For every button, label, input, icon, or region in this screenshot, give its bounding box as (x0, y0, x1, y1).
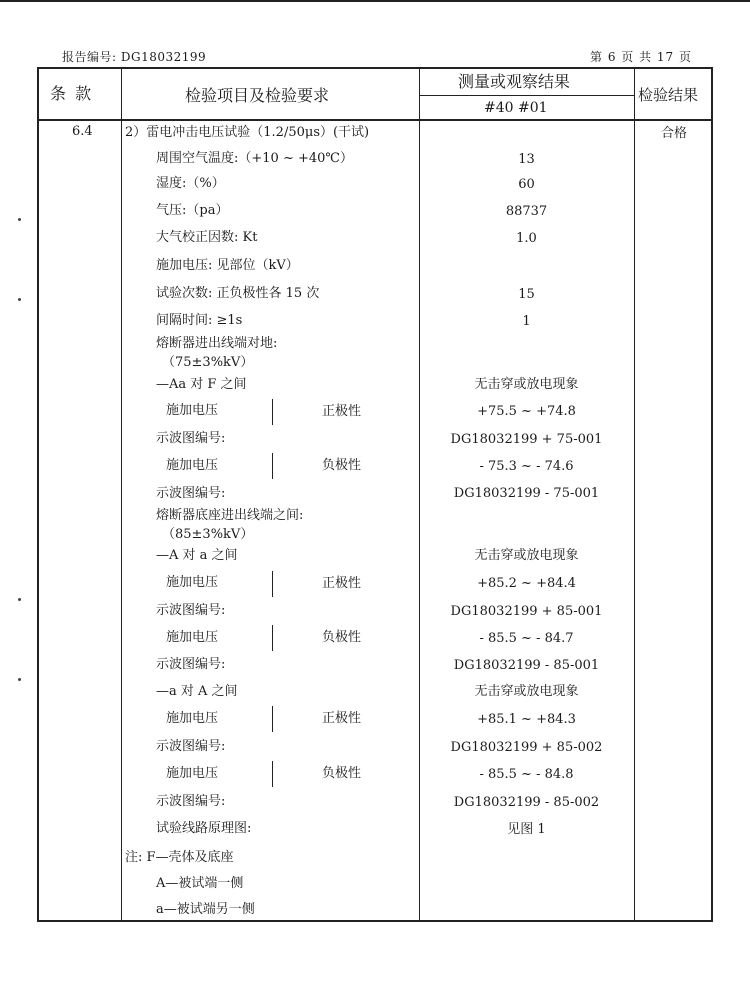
table-right-border (711, 67, 713, 922)
row-item: 施加电压 (166, 575, 219, 590)
clause-number: 6.4 (72, 124, 93, 139)
row-item: 示波图编号: (156, 486, 226, 501)
measurement-value: DG18032199 - 85-001 (453, 658, 600, 673)
page-top-border (0, 0, 750, 2)
measurement-value: - 75.3 ~ - 74.6 (479, 459, 574, 474)
row-item: 大气校正因数: Kt (156, 230, 258, 245)
row-item: （85±3%kV） (162, 527, 254, 542)
row-item: 施加电压 (166, 711, 219, 726)
measurement-value: - 85.5 ~ - 84.8 (479, 767, 574, 782)
row-item: 周围空气温度:（+10 ~ +40℃） (156, 151, 353, 166)
measurement-value: DG18032199 + 75-001 (450, 432, 603, 447)
row-item: —A 对 a 之间 (156, 548, 238, 563)
measurement-value: 60 (518, 177, 535, 192)
row-item: 示波图编号: (156, 794, 226, 809)
polarity-separator (272, 571, 273, 597)
row-item: 施加电压 (166, 403, 219, 418)
measurement-value: 1 (522, 314, 531, 329)
measurement-value: 1.0 (516, 231, 537, 246)
row-item: 示波图编号: (156, 603, 226, 618)
polarity-separator (272, 706, 273, 732)
row-item: 示波图编号: (156, 657, 226, 672)
polarity-separator (272, 399, 273, 425)
column-divider-1 (121, 67, 122, 922)
measurement-value: - 85.5 ~ - 84.7 (479, 631, 574, 646)
row-item: 试验次数: 正负极性各 15 次 (156, 286, 320, 301)
header-sub-divider (420, 95, 634, 96)
row-item: 试验线路原理图: (156, 821, 252, 836)
report-number: 报告编号: DG18032199 (62, 50, 207, 64)
polarity-label: 正极性 (322, 711, 362, 726)
row-item: 施加电压 (166, 458, 219, 473)
measurement-value: DG18032199 + 85-001 (450, 604, 603, 619)
row-item: 湿度:（%） (156, 176, 225, 191)
row-item: 2）雷电冲击电压试验（1.2/50μs）(干试) (125, 125, 370, 140)
row-item: —a 对 A 之间 (156, 684, 238, 699)
row-item: a—被试端另一侧 (156, 902, 255, 917)
header-clause: 条 款 (50, 84, 94, 103)
page-info: 第 6 页 共 17 页 (590, 50, 692, 64)
row-item: 施加电压 (166, 630, 219, 645)
polarity-label: 正极性 (322, 576, 362, 591)
column-divider-3 (634, 67, 635, 922)
binding-mark (18, 678, 21, 681)
polarity-label: 负极性 (322, 766, 362, 781)
header-measurement: 测量或观察结果 (458, 72, 571, 91)
row-item: —Aa 对 F 之间 (156, 377, 247, 392)
measurement-value: 无击穿或放电现象 (474, 548, 579, 563)
overall-result: 合格 (661, 126, 688, 141)
row-item: 注: F—壳体及底座 (125, 850, 234, 865)
row-item: 示波图编号: (156, 739, 226, 754)
measurement-value: DG18032199 - 85-002 (453, 795, 600, 810)
measurement-value: 无击穿或放电现象 (474, 684, 579, 699)
measurement-value: 88737 (505, 204, 548, 219)
header-sample: #40 #01 (484, 100, 548, 116)
binding-mark (18, 598, 21, 601)
polarity-separator (272, 761, 273, 787)
polarity-separator (272, 453, 273, 479)
row-item: 熔断器进出线端对地: (156, 336, 278, 351)
row-item: 熔断器底座进出线端之间: (156, 508, 304, 523)
row-item: 气压:（pa） (156, 203, 229, 218)
measurement-value: DG18032199 + 85-002 (450, 740, 603, 755)
polarity-label: 正极性 (322, 404, 362, 419)
polarity-separator (272, 625, 273, 651)
polarity-label: 负极性 (322, 630, 362, 645)
binding-mark (18, 218, 21, 221)
header-result: 检验结果 (638, 86, 699, 104)
table-top-border (37, 67, 713, 69)
measurement-value: +85.2 ~ +84.4 (477, 576, 576, 591)
row-item: 示波图编号: (156, 431, 226, 446)
measurement-value: 15 (518, 287, 535, 302)
row-item: 间隔时间: ≥1s (156, 313, 243, 328)
measurement-value: +75.5 ~ +74.8 (477, 404, 576, 419)
measurement-value: 无击穿或放电现象 (474, 377, 579, 392)
table-left-border (37, 67, 39, 922)
row-item: 施加电压 (166, 766, 219, 781)
header-item: 检验项目及检验要求 (185, 86, 330, 105)
row-item: A—被试端一侧 (156, 876, 244, 891)
row-item: 施加电压: 见部位（kV） (156, 258, 299, 273)
measurement-value: 13 (518, 152, 535, 167)
polarity-label: 负极性 (322, 458, 362, 473)
measurement-value: 见图 1 (507, 822, 546, 837)
binding-mark (18, 298, 21, 301)
header-bottom-border (37, 119, 713, 121)
table-bottom-border (37, 920, 713, 922)
measurement-value: DG18032199 - 75-001 (453, 486, 600, 501)
measurement-value: +85.1 ~ +84.3 (477, 712, 576, 727)
row-item: （75±3%kV） (162, 355, 254, 370)
